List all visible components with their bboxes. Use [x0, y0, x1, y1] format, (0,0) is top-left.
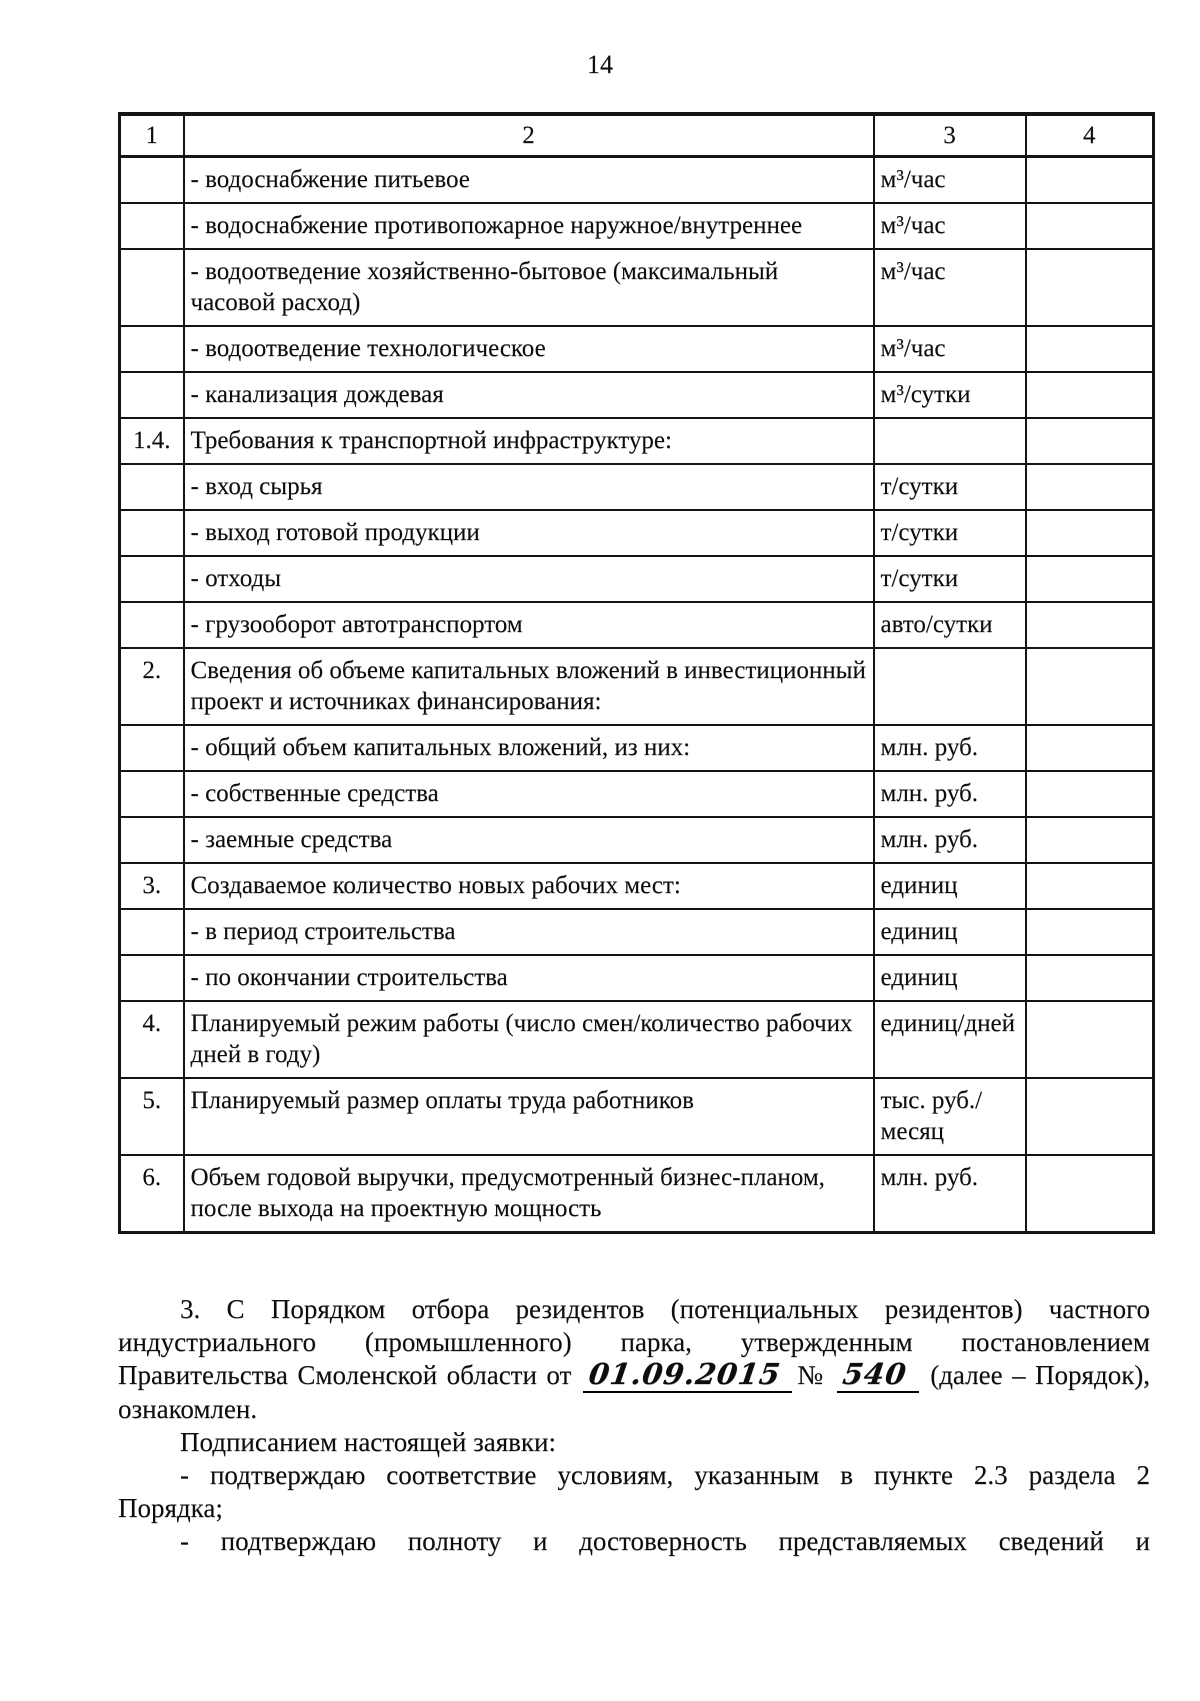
row-label-cell: - водоснабжение противопожарное наружное/внутреннее — [184, 203, 874, 249]
row-number-cell — [120, 372, 184, 418]
column-header-1: 1 — [120, 114, 184, 157]
row-value-cell — [1026, 418, 1154, 464]
row-number-cell — [120, 725, 184, 771]
table-row — [120, 648, 1154, 725]
row-value-cell — [1026, 771, 1154, 817]
row-value-cell — [1026, 1155, 1154, 1233]
row-unit-cell: т/сутки — [874, 464, 1026, 510]
table-row — [120, 909, 1154, 955]
table-row — [120, 418, 1154, 464]
row-number-cell — [120, 326, 184, 372]
row-label-cell: - в период строительства — [184, 909, 874, 955]
row-unit-cell: м³/час — [874, 249, 1026, 326]
row-number-cell — [120, 464, 184, 510]
row-value-cell — [1026, 909, 1154, 955]
row-label-cell: Требования к транспортной инфраструктуре: — [184, 418, 874, 464]
table-row — [120, 863, 1154, 909]
row-label-cell: - грузооборот автотранспортом — [184, 602, 874, 648]
handwritten-date-field — [583, 1359, 793, 1393]
row-label-cell: - канализация дождевая — [184, 372, 874, 418]
row-number-cell: 5. — [120, 1078, 184, 1155]
row-value-cell — [1026, 372, 1154, 418]
table-row — [120, 326, 1154, 372]
table-row — [120, 157, 1154, 204]
row-label-cell: - вход сырья — [184, 464, 874, 510]
column-header-4: 4 — [1026, 114, 1154, 157]
row-unit-cell: единиц/дней — [874, 1001, 1026, 1078]
table-row — [120, 556, 1154, 602]
row-value-cell — [1026, 1078, 1154, 1155]
table-row — [120, 725, 1154, 771]
row-unit-cell: млн. руб. — [874, 771, 1026, 817]
row-number-cell — [120, 909, 184, 955]
row-value-cell — [1026, 648, 1154, 725]
row-number-cell: 6. — [120, 1155, 184, 1233]
row-label-cell: - водоснабжение питьевое — [184, 157, 874, 204]
table-row — [120, 464, 1154, 510]
column-header-2: 2 — [184, 114, 874, 157]
row-label-cell: Объем годовой выручки, предусмотренный бизнес-планом, после выхода на проектную мощность — [184, 1155, 874, 1233]
row-number-cell — [120, 556, 184, 602]
table-row — [120, 510, 1154, 556]
row-unit-cell: авто/сутки — [874, 602, 1026, 648]
row-unit-cell — [874, 418, 1026, 464]
application-parameters-table — [118, 112, 1155, 1234]
row-label-cell: Создаваемое количество новых рабочих мест: — [184, 863, 874, 909]
row-label-cell: Планируемый режим работы (число смен/количество рабочих дней в году) — [184, 1001, 874, 1078]
table-row — [120, 955, 1154, 1001]
row-value-cell — [1026, 203, 1154, 249]
confirmation-item-1-line-2: Порядка; — [118, 1493, 223, 1523]
row-label-cell: - собственные средства — [184, 771, 874, 817]
handwritten-number-field — [837, 1359, 919, 1393]
row-value-cell — [1026, 1001, 1154, 1078]
table-row — [120, 771, 1154, 817]
row-unit-cell: т/сутки — [874, 556, 1026, 602]
paragraph-signing-intro: Подписанием настоящей заявки: — [180, 1427, 556, 1457]
row-value-cell — [1026, 326, 1154, 372]
row-unit-cell: млн. руб. — [874, 725, 1026, 771]
row-value-cell — [1026, 955, 1154, 1001]
paragraph-3-line-3-tail: (далее – Порядок), — [930, 1360, 1151, 1390]
table-header-row — [120, 114, 1154, 157]
row-unit-cell: единиц — [874, 909, 1026, 955]
row-unit-cell: млн. руб. — [874, 1155, 1026, 1233]
confirmation-item-1-line-1: - подтверждаю соответствие условиям, указанным в пункте 2.3 раздела 2 — [180, 1460, 1150, 1490]
paragraph-3-line-3 — [118, 1359, 1150, 1393]
row-unit-cell: т/сутки — [874, 510, 1026, 556]
paragraph-3-line-2: индустриального (промышленного) парка, утвержденным постановлением — [118, 1327, 1150, 1357]
row-number-cell — [120, 157, 184, 204]
row-number-cell — [120, 955, 184, 1001]
table-row — [120, 1001, 1154, 1078]
row-value-cell — [1026, 157, 1154, 204]
row-number-cell — [120, 203, 184, 249]
row-label-cell: - водоотведение хозяйственно-бытовое (максимальный часовой расход) — [184, 249, 874, 326]
row-label-cell: - заемные средства — [184, 817, 874, 863]
row-number-cell: 1.4. — [120, 418, 184, 464]
paragraph-3-line-3-text: Правительства Смоленской области от — [118, 1360, 572, 1390]
table-row — [120, 1155, 1154, 1233]
table-row — [120, 203, 1154, 249]
row-unit-cell — [874, 648, 1026, 725]
row-value-cell — [1026, 863, 1154, 909]
row-number-cell: 4. — [120, 1001, 184, 1078]
row-label-cell: - отходы — [184, 556, 874, 602]
row-value-cell — [1026, 725, 1154, 771]
row-number-cell — [120, 602, 184, 648]
row-unit-cell: млн. руб. — [874, 817, 1026, 863]
row-number-cell: 3. — [120, 863, 184, 909]
row-value-cell — [1026, 464, 1154, 510]
column-header-3: 3 — [874, 114, 1026, 157]
table-row — [120, 372, 1154, 418]
confirmation-item-2-line-1: - подтверждаю полноту и достоверность представляемых сведений и — [180, 1526, 1150, 1556]
table-row — [120, 817, 1154, 863]
row-value-cell — [1026, 249, 1154, 326]
row-number-cell: 2. — [120, 648, 184, 725]
handwritten-order-number: 540 — [840, 1357, 910, 1391]
row-label-cell: - водоотведение технологическое — [184, 326, 874, 372]
row-value-cell — [1026, 510, 1154, 556]
body-text-block — [118, 1293, 1150, 1558]
row-value-cell — [1026, 556, 1154, 602]
numero-sign: № — [794, 1360, 826, 1390]
row-label-cell: - выход готовой продукции — [184, 510, 874, 556]
row-value-cell — [1026, 817, 1154, 863]
row-unit-cell: м³/час — [874, 326, 1026, 372]
row-unit-cell: м³/час — [874, 203, 1026, 249]
row-label-cell: Сведения об объеме капитальных вложений в инвестиционный проект и источниках финансирования: — [184, 648, 874, 725]
page-number: 14 — [587, 50, 613, 79]
row-number-cell — [120, 771, 184, 817]
row-unit-cell: единиц — [874, 863, 1026, 909]
paragraph-3-line-4: ознакомлен. — [118, 1394, 258, 1424]
row-label-cell: - по окончании строительства — [184, 955, 874, 1001]
row-number-cell — [120, 249, 184, 326]
row-number-cell — [120, 817, 184, 863]
row-label-cell: - общий объем капитальных вложений, из них: — [184, 725, 874, 771]
row-number-cell — [120, 510, 184, 556]
paragraph-3-line-1: 3. С Порядком отбора резидентов (потенциальных резидентов) частного — [180, 1294, 1150, 1324]
row-label-cell: Планируемый размер оплаты труда работников — [184, 1078, 874, 1155]
table-row — [120, 602, 1154, 648]
handwritten-date: 01.09.2015 — [586, 1357, 783, 1391]
row-unit-cell: единиц — [874, 955, 1026, 1001]
table-row — [120, 1078, 1154, 1155]
row-unit-cell: м³/час — [874, 157, 1026, 204]
row-value-cell — [1026, 602, 1154, 648]
row-unit-cell: м³/сутки — [874, 372, 1026, 418]
row-unit-cell: тыс. руб./месяц — [874, 1078, 1026, 1155]
table-row — [120, 249, 1154, 326]
